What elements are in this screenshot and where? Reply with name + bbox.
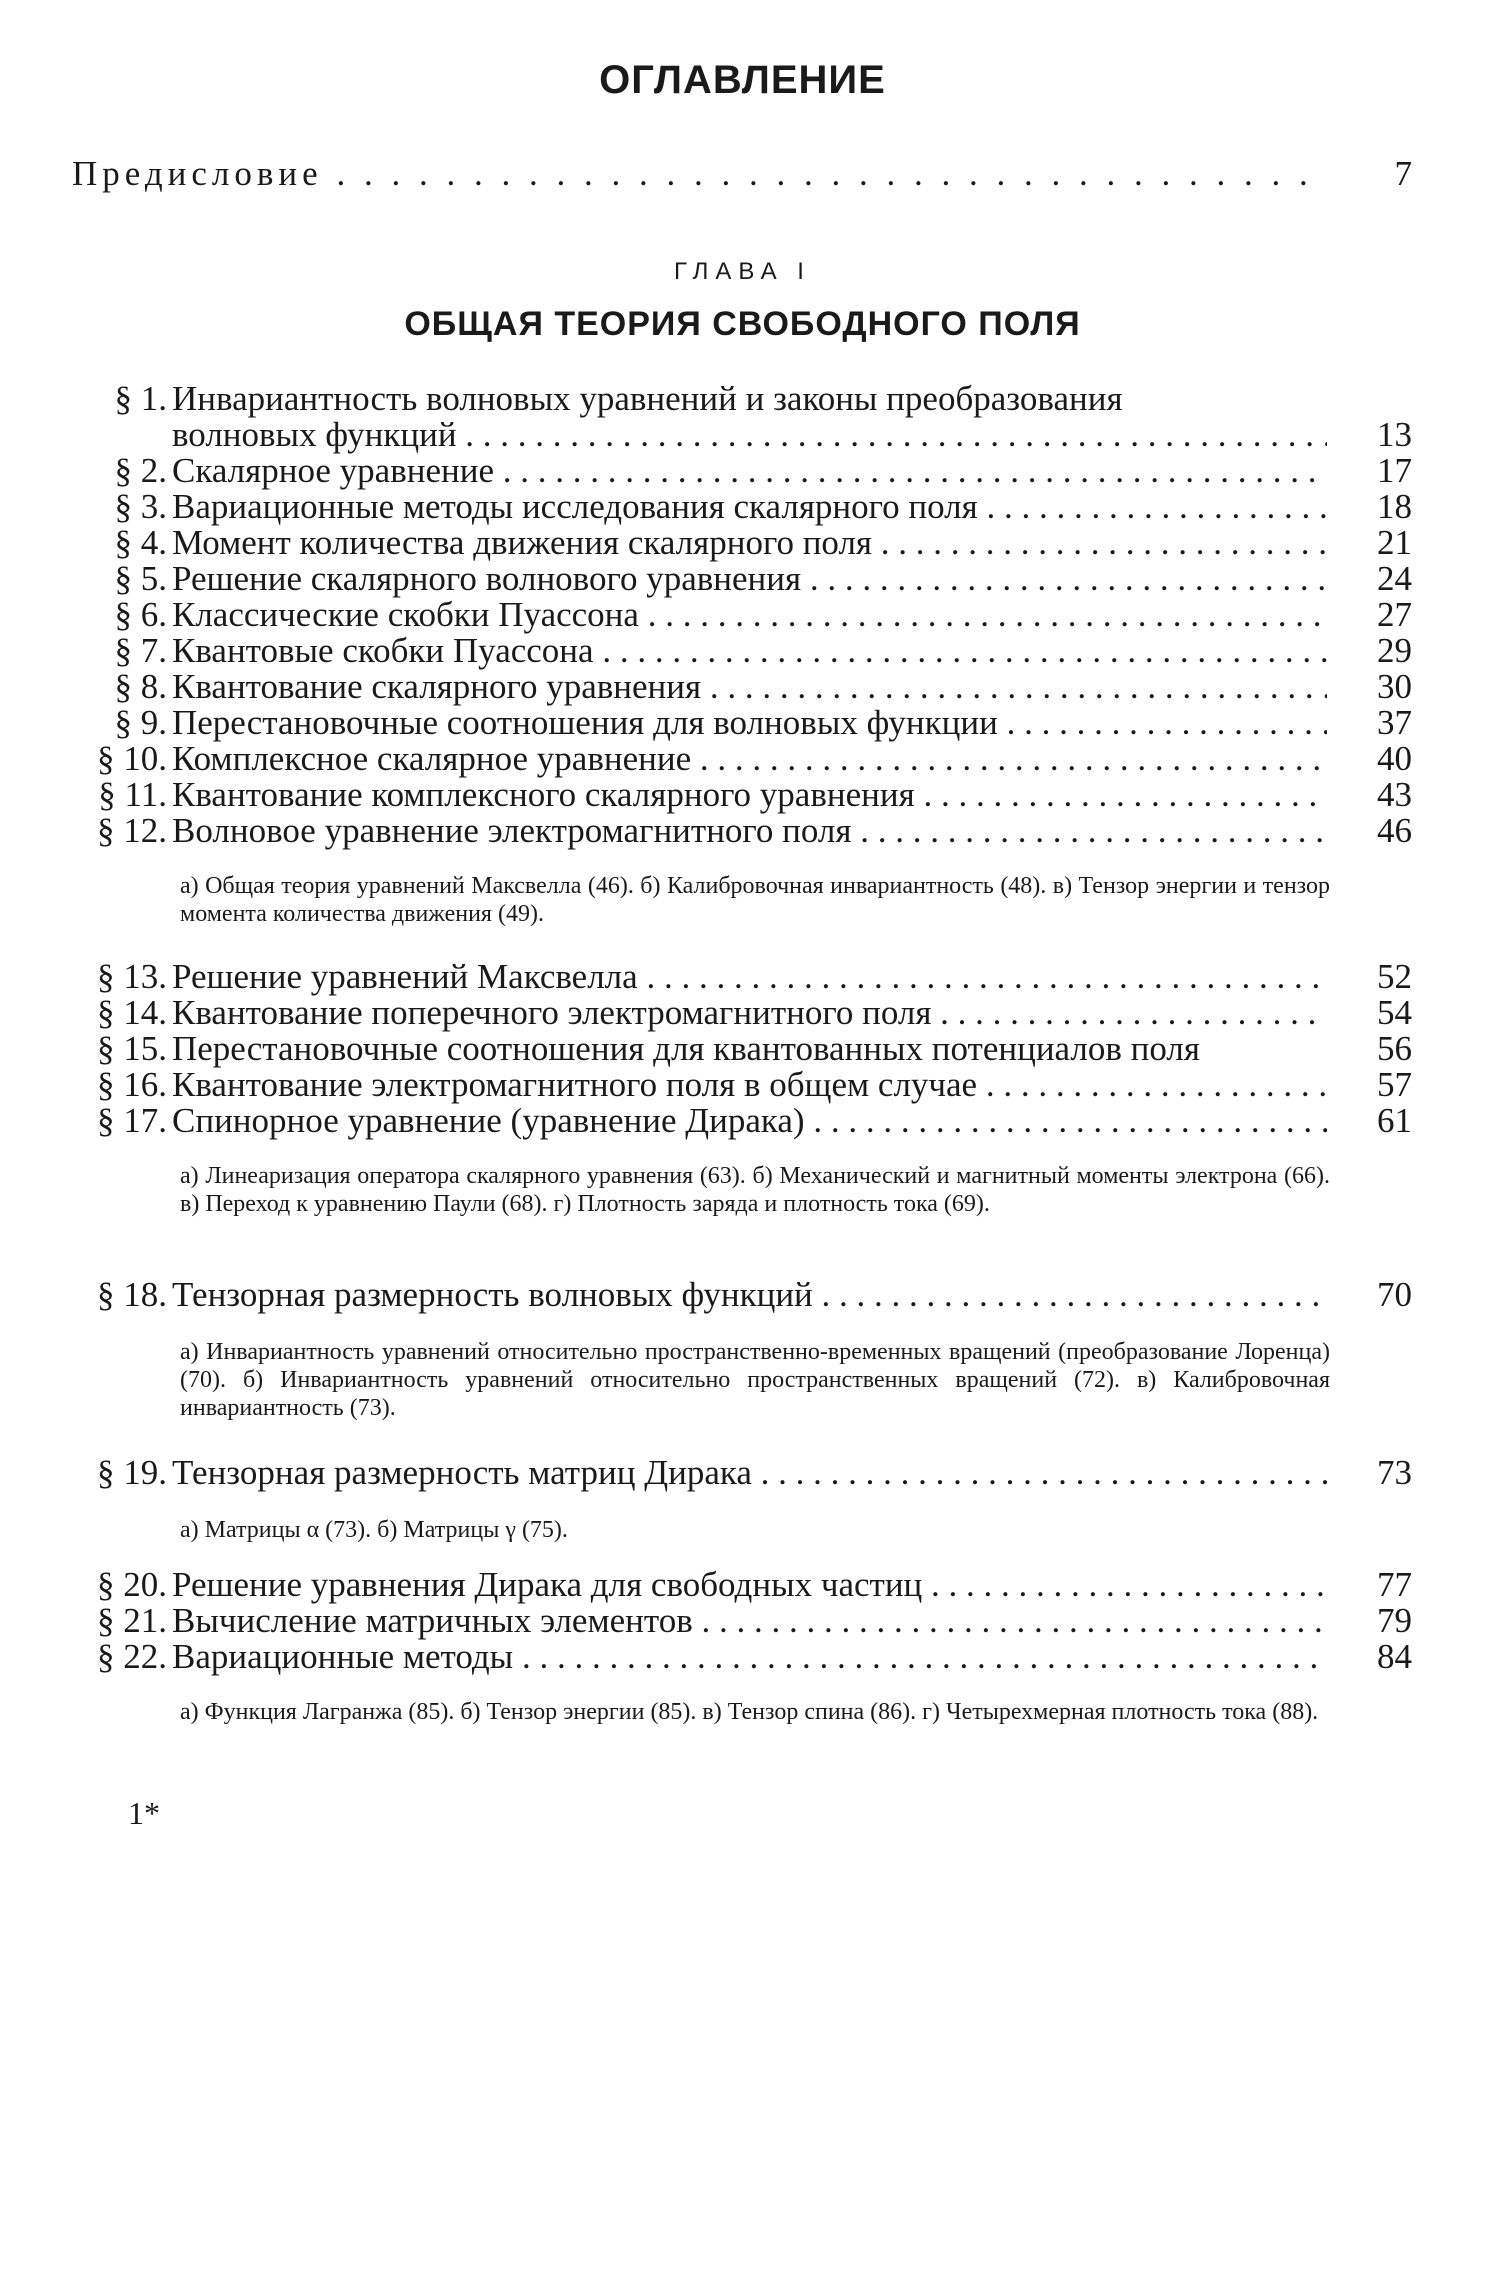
toc-entry-title: Квантование электромагнитного поля в общем случае . . . <box>172 1066 1327 1104</box>
section-number: § 1. <box>114 379 167 418</box>
section-number: § 19. <box>97 1453 167 1492</box>
toc-entry-12[interactable] <box>72 812 1412 850</box>
toc-page-number: 70 <box>1377 1275 1412 1314</box>
toc-entry-title-cont: волновых функций . . . <box>172 416 1327 454</box>
toc-page-number: 40 <box>1377 739 1412 778</box>
toc-entry-19[interactable] <box>72 1454 1412 1492</box>
toc-entry-18[interactable] <box>72 1276 1412 1314</box>
toc-page-number: 37 <box>1377 703 1412 742</box>
toc-entry-title: Решение уравнения Дирака для свободных частиц . . . <box>172 1566 1327 1604</box>
toc-entry-11[interactable] <box>72 776 1412 814</box>
section-number: § 4. <box>114 523 167 562</box>
section-number: § 21. <box>97 1601 167 1640</box>
section-number: § 7. <box>114 631 167 670</box>
page-title: ОГЛАВЛЕНИЕ <box>599 58 886 102</box>
section-number: § 22. <box>97 1637 167 1676</box>
toc-entry-5[interactable] <box>72 560 1412 598</box>
toc-entry-22[interactable] <box>72 1638 1412 1676</box>
toc-entry-14[interactable] <box>72 994 1412 1032</box>
toc-entry-15[interactable] <box>72 1030 1412 1068</box>
toc-entry-title: Тензорная размерность волновых функций . . . <box>172 1276 1327 1314</box>
section-number: § 16. <box>97 1065 167 1104</box>
toc-entry-21[interactable] <box>72 1602 1412 1640</box>
toc-entry-20[interactable] <box>72 1566 1412 1604</box>
toc-entry-title: Квантование комплексного скалярного уравнения . . . <box>172 776 1327 814</box>
toc-entry-title: Тензорная размерность матриц Дирака . . . <box>172 1454 1327 1492</box>
toc-entry-title: Предисловие . . . <box>72 155 1327 193</box>
toc-page-number: 7 <box>1394 154 1412 193</box>
toc-page-number: 18 <box>1377 487 1412 526</box>
toc-entry-1-cont[interactable] <box>72 416 1412 454</box>
subsection-list-22: а) Функция Лагранжа (85). б) Тензор энергии (85). в) Тензор спина (86). г) Четырехмерная плотность тока (88). <box>180 1699 1319 1725</box>
toc-page-number: 29 <box>1377 631 1412 670</box>
toc-entry-7[interactable] <box>72 632 1412 670</box>
toc-page-number: 43 <box>1377 775 1412 814</box>
toc-entry-17[interactable] <box>72 1102 1412 1140</box>
toc-entry-title: Скалярное уравнение . . . <box>172 452 1327 490</box>
toc-page-number: 79 <box>1377 1601 1412 1640</box>
subsection-list-12: а) Общая теория уравнений Максвелла (46). б) Калибровочная инвариантность (48). в) Тензор энергии и тензор момента количества движения (49). <box>180 873 1330 927</box>
subsection-list-17: а) Линеаризация оператора скалярного уравнения (63). б) Механический и магнитный моменты электрона (66). в) Переход к уравнению Паули (68). г) Плотность заряда и плотность тока (69). <box>180 1163 1330 1217</box>
toc-entry-16[interactable] <box>72 1066 1412 1104</box>
toc-page-number: 56 <box>1377 1029 1412 1068</box>
toc-page-number: 54 <box>1377 993 1412 1032</box>
signature-mark: 1* <box>128 1795 160 1831</box>
toc-entry-title: Перестановочные соотношения для волновых функции . . . <box>172 704 1327 742</box>
toc-entry-9[interactable] <box>72 704 1412 742</box>
section-number: § 15. <box>97 1029 167 1068</box>
toc-entry-title: Комплексное скалярное уравнение . . . <box>172 740 1327 778</box>
toc-page-number: 27 <box>1377 595 1412 634</box>
toc-entry-title: Спинорное уравнение (уравнение Дирака) . . . <box>172 1102 1327 1140</box>
toc-entry-title: Вариационные методы . . . <box>172 1638 1327 1676</box>
toc-entry-title: Квантование поперечного электромагнитного поля . . . <box>172 994 1327 1032</box>
section-number: § 11. <box>98 775 167 814</box>
toc-page-number: 52 <box>1377 957 1412 996</box>
toc-entry-title: Квантовые скобки Пуассона . . . <box>172 632 1327 670</box>
toc-entry-10[interactable] <box>72 740 1412 778</box>
section-number: § 6. <box>114 595 167 634</box>
toc-entry-2[interactable] <box>72 452 1412 490</box>
toc-entry-4[interactable] <box>72 524 1412 562</box>
subsection-list-19: а) Матрицы α (73). б) Матрицы γ (75). <box>180 1517 568 1543</box>
toc-page-number: 57 <box>1377 1065 1412 1104</box>
toc-page-number: 21 <box>1377 523 1412 562</box>
toc-entry-6[interactable] <box>72 596 1412 634</box>
section-number: § 9. <box>114 703 167 742</box>
toc-entry-preface[interactable] <box>72 155 1412 193</box>
toc-entry-3[interactable] <box>72 488 1412 526</box>
subsection-list-18: а) Инвариантность уравнений относительно пространственно-временных вращений (преобразование Лоренца) (70). б) Инвариантность уравнений относительно пространственных вращений (72). в) Калибровочная инвариантность (73). <box>180 1339 1330 1421</box>
section-number: § 12. <box>97 811 167 850</box>
section-number: § 10. <box>97 739 167 778</box>
toc-entry-title: Волновое уравнение электромагнитного поля . . . <box>172 812 1327 850</box>
toc-entry-1[interactable] <box>72 380 1412 418</box>
toc-entry-title: Квантование скалярного уравнения . . . <box>172 668 1327 706</box>
chapter-label: ГЛАВА I <box>674 258 811 285</box>
toc-page-number: 46 <box>1377 811 1412 850</box>
section-number: § 3. <box>114 487 167 526</box>
toc-entry-8[interactable] <box>72 668 1412 706</box>
toc-page-number: 73 <box>1377 1453 1412 1492</box>
toc-entry-title: Перестановочные соотношения для квантованных потенциалов поля <box>172 1030 1200 1068</box>
section-number: § 2. <box>114 451 167 490</box>
toc-page-number: 30 <box>1377 667 1412 706</box>
toc-entry-title: Инвариантность волновых уравнений и законы преобразования <box>172 380 1123 418</box>
section-number: § 8. <box>114 667 167 706</box>
toc-entry-title: Решение скалярного волнового уравнения . . . <box>172 560 1327 598</box>
toc-page-number: 24 <box>1377 559 1412 598</box>
toc-page-number: 13 <box>1377 415 1412 454</box>
section-number: § 20. <box>97 1565 167 1604</box>
toc-entry-title: Решение уравнений Максвелла . . . <box>172 958 1327 996</box>
toc-entry-13[interactable] <box>72 958 1412 996</box>
section-number: § 13. <box>97 957 167 996</box>
toc-entry-title: Вычисление матричных элементов . . . <box>172 1602 1327 1640</box>
toc-page-number: 61 <box>1377 1101 1412 1140</box>
section-number: § 14. <box>97 993 167 1032</box>
toc-page-number: 84 <box>1377 1637 1412 1676</box>
toc-page-number: 17 <box>1377 451 1412 490</box>
toc-entry-title: Классические скобки Пуассона . . . <box>172 596 1327 634</box>
section-number: § 5. <box>114 559 167 598</box>
chapter-title: ОБЩАЯ ТЕОРИЯ СВОБОДНОГО ПОЛЯ <box>404 305 1081 343</box>
toc-entry-title: Момент количества движения скалярного поля . . . <box>172 524 1327 562</box>
section-number: § 18. <box>97 1275 167 1314</box>
toc-page-number: 77 <box>1377 1565 1412 1604</box>
toc-entry-title: Вариационные методы исследования скалярного поля . . . <box>172 488 1327 526</box>
section-number: § 17. <box>97 1101 167 1140</box>
